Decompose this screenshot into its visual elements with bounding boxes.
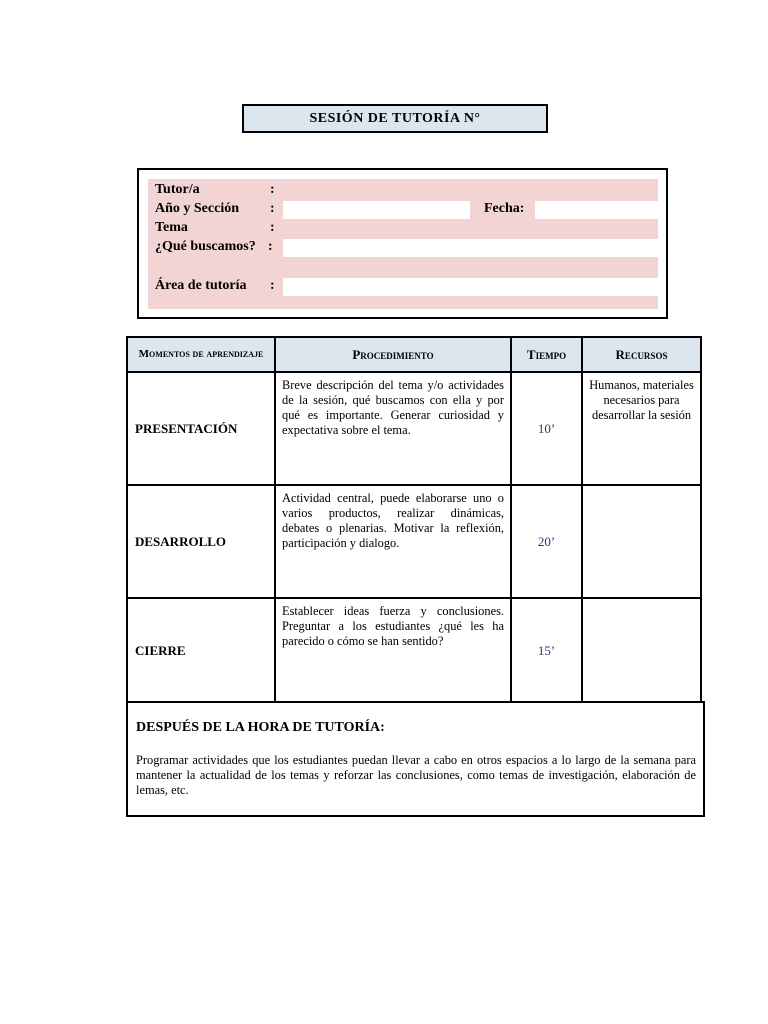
after-session-text: Programar actividades que los estudiantes puedan llevar a cabo en otros espacios a lo largo de la semana para mantener la actualidad de los temas y reforzar las conclusiones, como temas de investigación, elaboración de lemas, etc. xyxy=(136,753,696,797)
row-buscamos xyxy=(148,238,658,257)
buscamos-label: ¿Qué buscamos? xyxy=(155,239,256,254)
time-presentacion: 10’ xyxy=(510,371,583,486)
row-tema xyxy=(148,219,658,238)
procedure-desarrollo: Actividad central, puede elaborarse uno o varios productos, realizar dinámicas, debates o plenarias. Motivar la reflexión, participación y dialogo. xyxy=(274,484,512,599)
tutor-field[interactable] xyxy=(283,182,658,200)
tutor-label: Tutor/a xyxy=(155,182,200,197)
buscamos-field[interactable] xyxy=(283,239,658,257)
area-label: Área de tutoría xyxy=(155,278,247,293)
anio-seccion-colon: : xyxy=(270,201,275,216)
header-momentos: Momentos de aprendizaje xyxy=(126,336,276,373)
after-session-box xyxy=(126,701,705,817)
moment-desarrollo: DESARROLLO xyxy=(126,484,276,599)
tutor-colon: : xyxy=(270,182,275,197)
fecha-field[interactable] xyxy=(535,201,658,219)
tema-colon: : xyxy=(270,220,275,235)
resources-presentacion: Humanos, materiales necesarios para desarrollar la sesión xyxy=(581,371,702,486)
row-anio xyxy=(148,200,658,219)
info-form xyxy=(137,168,668,319)
time-desarrollo: 20’ xyxy=(510,484,583,599)
header-procedimiento: Procedimiento xyxy=(274,336,512,373)
area-colon: : xyxy=(270,278,275,293)
after-session-title: DESPUÉS DE LA HORA DE TUTORÍA: xyxy=(136,720,385,735)
moment-cierre: CIERRE xyxy=(126,597,276,704)
session-table xyxy=(126,336,702,704)
anio-seccion-label: Año y Sección xyxy=(155,201,239,216)
time-cierre: 15’ xyxy=(510,597,583,704)
procedure-presentacion: Breve descripción del tema y/o actividades de la sesión, qué buscamos con ella y por qué es importante. Generar curiosidad y expectativa sobre el tema. xyxy=(274,371,512,486)
header-recursos: Recursos xyxy=(581,336,702,373)
resources-cierre xyxy=(581,597,702,704)
anio-seccion-field[interactable] xyxy=(283,201,470,219)
area-field[interactable] xyxy=(283,278,658,296)
header-tiempo: Tiempo xyxy=(510,336,583,373)
resources-desarrollo xyxy=(581,484,702,599)
tema-field[interactable] xyxy=(283,220,658,238)
row-tutor xyxy=(148,181,658,200)
tema-label: Tema xyxy=(155,220,188,235)
moment-presentacion: PRESENTACIÓN xyxy=(126,371,276,486)
buscamos-colon: : xyxy=(268,239,273,254)
procedure-cierre: Establecer ideas fuerza y conclusiones. Preguntar a los estudiantes ¿qué les ha parecido o cómo se han sentido? xyxy=(274,597,512,704)
page-title: SESIÓN DE TUTORÍA N° xyxy=(242,104,548,133)
fecha-label: Fecha: xyxy=(484,201,525,216)
row-area xyxy=(148,277,658,296)
info-form-background xyxy=(148,179,658,309)
